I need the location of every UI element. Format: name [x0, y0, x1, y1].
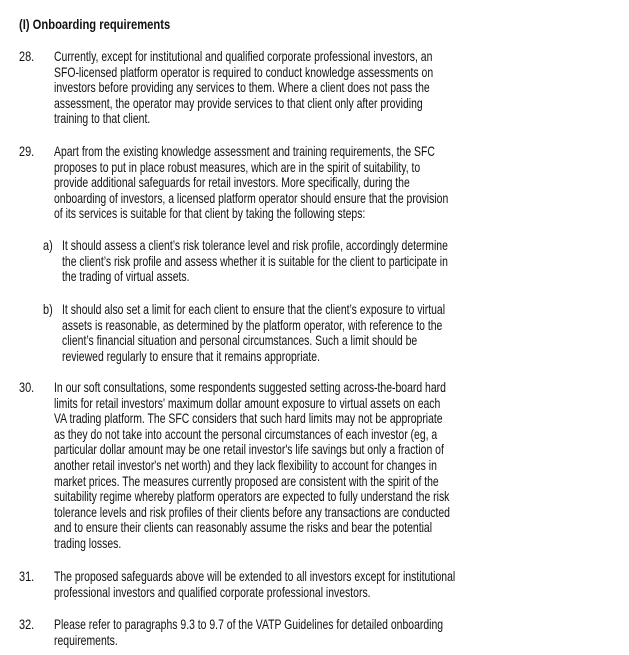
paragraph-number: 28. [19, 48, 35, 64]
text-line: Apart from the existing knowledge assessment and training requirements, the SFC [54, 143, 435, 159]
text-line: limits for retail investors' maximum dollar amount exposure to virtual assets on each [54, 394, 441, 411]
text-line: of its services is suitable for that client by taking the following steps: [54, 205, 366, 222]
text-line: The proposed safeguards above will be extended to all investors except for institutional [54, 568, 456, 584]
text-line: another retail investor's net worth) and they lack flexibility to account for changes in [54, 456, 437, 473]
text-line: provide additional safeguards for retail investors. More specifically, during the [54, 174, 410, 191]
text-line: tolerance levels and risk profiles of their clients before any transactions are conducted [54, 503, 450, 520]
text-line: reviewed regularly to ensure that it remains appropriate. [62, 347, 320, 364]
text-line: Currently, except for institutional and qualified corporate professional investors, an [54, 48, 433, 64]
text-line: assessment, the operator may provide services to that client only after providing [54, 94, 423, 111]
text-line: SFO-licensed platform operator is required to conduct knowledge assessments on [54, 63, 434, 80]
text-line: trading losses. [54, 534, 122, 551]
text-line: training to that client. [54, 110, 151, 127]
paragraph-text [62, 238, 580, 285]
section-heading: (I) Onboarding requirements [19, 16, 171, 32]
text-line: It should also set a limit for each client to ensure that the client’s exposure to virtual [62, 301, 446, 317]
text-line: In our soft consultations, some respondents suggested setting across-the-board hard [54, 379, 446, 395]
paragraph-number: a) [43, 237, 53, 253]
text-line: requirements. [54, 631, 118, 648]
paragraph-number: 30. [19, 379, 35, 395]
text-line: onboarding of investors, a licensed platform operator should ensure that the provision [54, 189, 449, 206]
paragraph-number: 31. [19, 568, 35, 584]
paragraph-text [62, 302, 576, 364]
paragraph-number: 29. [19, 143, 35, 159]
paragraph-text [54, 380, 586, 552]
paragraph-text [54, 144, 583, 222]
paragraph-number: b) [43, 301, 53, 317]
paragraph-text [54, 49, 563, 127]
paragraph-number: 32. [19, 616, 35, 632]
text-line: the trading of virtual assets. [62, 268, 190, 285]
text-line: client’s financial situation and personal circumstances. Such a limit should be [62, 332, 418, 349]
text-line: proposes to put in place robust measures, which are in the spirit of suitability, to [54, 158, 421, 175]
text-line: assets is reasonable, as determined by the platform operator, with reference to the [62, 316, 443, 333]
text-line: suitability regime whereby platform operators are expected to fully understand the risk [54, 488, 450, 505]
text-line: and to ensure their clients can reasonably assume the risks and bear the potential [54, 519, 433, 536]
text-line: the client’s risk profile and assess whether it is suitable for the client to participate in [62, 252, 448, 269]
text-line: market prices. The measures currently proposed are consistent with the spirit of the [54, 472, 439, 489]
paragraph-text [54, 569, 593, 600]
text-line: Please refer to paragraphs 9.3 to 9.7 of the VATP Guidelines for detailed onboarding [54, 616, 444, 632]
paragraph-text [54, 617, 576, 648]
text-line: as they do not take into account the personal circumstances of each investor (eg, a [54, 425, 438, 442]
text-line: professional investors and qualified corporate professional investors. [54, 583, 371, 600]
text-line: It should assess a client’s risk tolerance level and risk profile, accordingly determine [62, 237, 448, 253]
text-line: VA trading platform. The SFC considers that such hard limits may not be appropriate [54, 410, 443, 427]
text-line: particular dollar amount may be one retail investor's life savings but only a fraction of [54, 441, 444, 458]
text-line: investors before providing any services to them. Where a client does not pass the [54, 79, 430, 96]
